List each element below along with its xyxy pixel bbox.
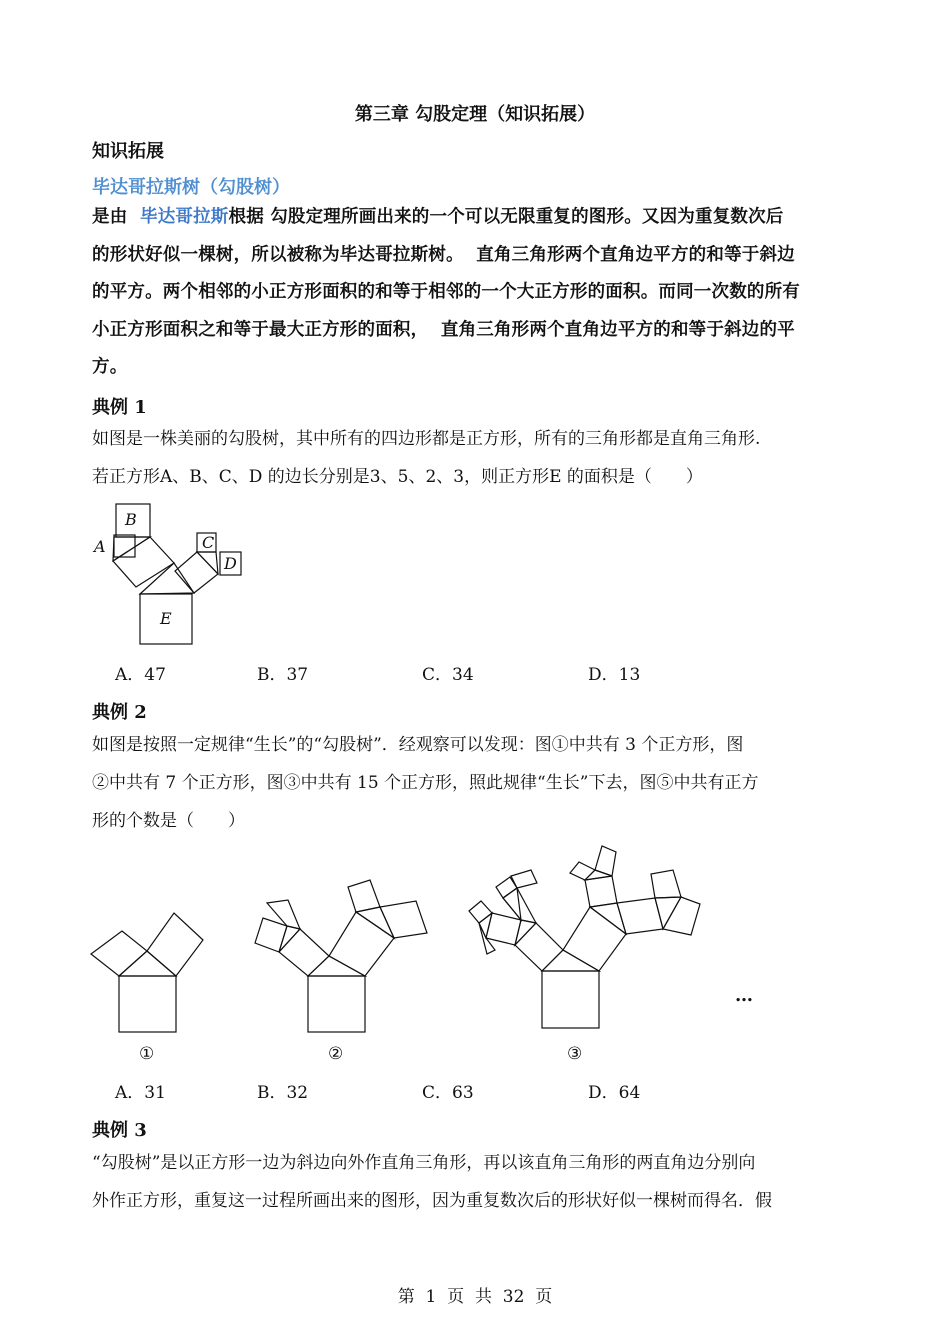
example2-option-d[interactable]: D．64	[588, 1083, 641, 1103]
example2-line-3: 形的个数是（ ）	[92, 811, 245, 831]
intro-line-1: 是由 毕达哥拉斯根据 勾股定理所画出来的一个可以无限重复的图形。又因为重复数次后	[92, 207, 784, 227]
intro-line-3: 的平方。两个相邻的小正方形面积的和等于相邻的一个大正方形的面积。而同一次数的所有	[92, 282, 800, 302]
example3-question	[92, 1144, 862, 1220]
label-a: A	[94, 537, 106, 556]
figure-3-label: ③	[567, 1044, 583, 1064]
example1-option-b[interactable]: B．37	[257, 665, 309, 685]
example2-figures	[85, 840, 785, 1040]
intro-line-4: 小正方形面积之和等于最大正方形的面积， 直角三角形两个直角边平方的和等于斜边的平	[92, 319, 795, 340]
figure-2-label: ②	[328, 1044, 344, 1064]
example1-line-2: 若正方形A、B、C、D 的边长分别是3、5、2、3，则正方形E 的面积是（ ）	[92, 467, 703, 487]
example2-question	[92, 726, 862, 840]
example3-heading: 典例 3	[92, 1120, 147, 1141]
label-d: D	[224, 554, 237, 573]
example1-option-c[interactable]: C．34	[422, 665, 474, 685]
page-title: 第三章 勾股定理（知识拓展）	[354, 104, 596, 125]
example2-heading: 典例 2	[92, 702, 147, 723]
section-heading: 知识拓展	[92, 141, 164, 162]
pythagoras-link[interactable]: 毕达哥拉斯	[140, 207, 229, 227]
figure-3-tree	[469, 846, 700, 1028]
example1-option-a[interactable]: A．47	[115, 665, 166, 685]
label-c: C	[202, 533, 215, 552]
label-b: B	[125, 510, 137, 529]
example2-line-1: 如图是按照一定规律“生长”的“勾股树”．经观察可以发现：图①中共有 3 个正方形，图	[92, 735, 744, 755]
example1-line-1: 如图是一株美丽的勾股树，其中所有的四边形都是正方形，所有的三角形都是直角三角形.	[92, 429, 761, 449]
example2-option-c[interactable]: C．63	[422, 1083, 474, 1103]
label-e: E	[160, 609, 172, 628]
example1-question	[92, 420, 862, 496]
intro-paragraph	[92, 199, 862, 387]
example1-figure	[85, 498, 255, 650]
example1-heading: 典例 1	[92, 397, 147, 418]
figure-1-tree	[91, 913, 203, 1032]
figure-2-tree	[255, 880, 427, 1032]
page-footer: 第 1 页 共 32 页	[397, 1287, 553, 1307]
example1-option-d[interactable]: D．13	[588, 665, 641, 685]
intro-line-5: 方。	[92, 357, 128, 377]
example3-line-2: 外作正方形，重复这一过程所画出来的图形，因为重复数次后的形状好似一棵树而得名．假	[92, 1191, 772, 1211]
square-right-mid	[175, 552, 218, 593]
example2-option-b[interactable]: B．32	[257, 1083, 309, 1103]
square-left-mid	[113, 537, 174, 587]
example2-line-2: ②中共有 7 个正方形，图③中共有 15 个正方形，照此规律“生长”下去，图⑤中共有正方	[92, 773, 759, 793]
example2-option-a[interactable]: A．31	[115, 1083, 166, 1103]
figure-1-label: ①	[139, 1044, 155, 1064]
topic-heading: 毕达哥拉斯树（勾股树）	[92, 177, 290, 198]
intro-line-2: 的形状好似一棵树，所以被称为毕达哥拉斯树。 直角三角形两个直角边平方的和等于斜边	[92, 244, 795, 265]
ellipsis: …	[735, 985, 753, 1006]
example3-line-1: “勾股树”是以正方形一边为斜边向外作直角三角形，再以该直角三角形的两直角边分别向	[92, 1153, 756, 1173]
